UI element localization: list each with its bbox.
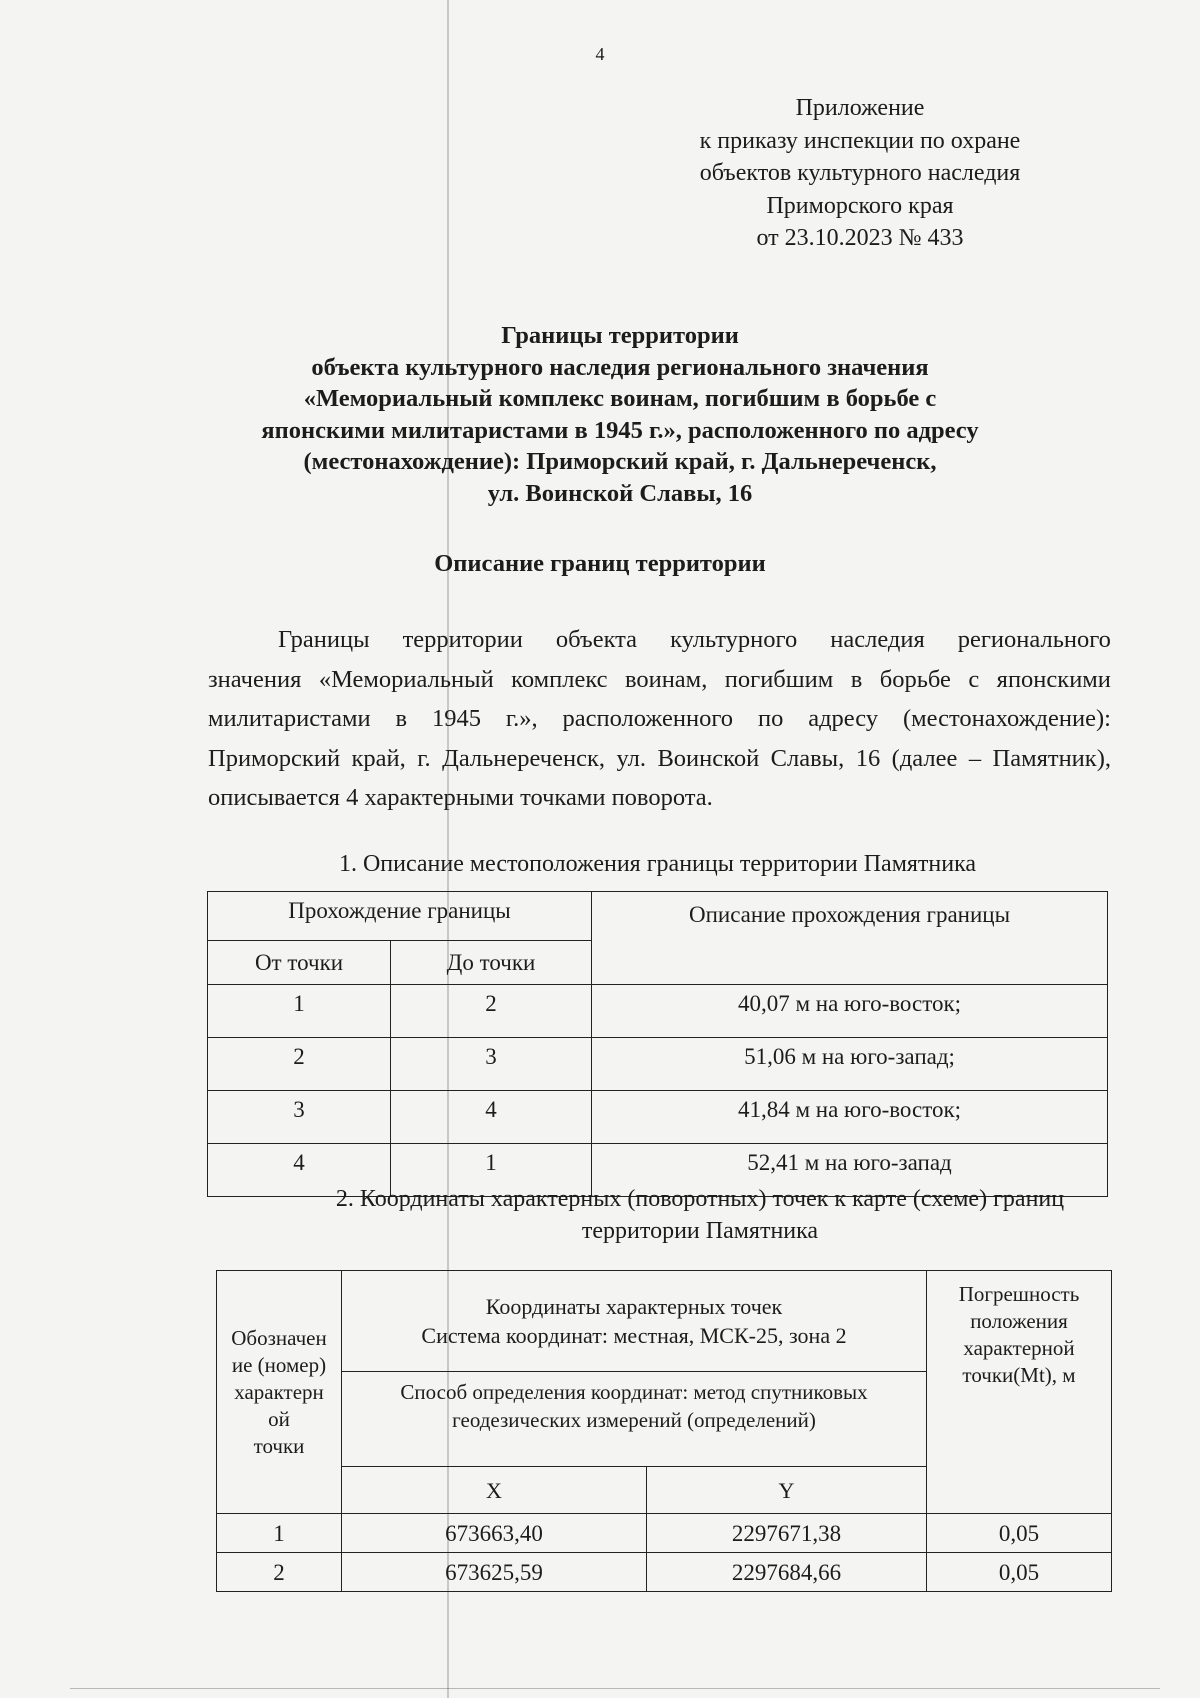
scan-bottom-edge bbox=[70, 1688, 1160, 1689]
paragraph-word: борьбе bbox=[879, 665, 951, 693]
paragraph-word: Воинской bbox=[657, 744, 760, 772]
cell-error: 0,05 bbox=[927, 1553, 1112, 1592]
appendix-line: объектов культурного наследия bbox=[699, 160, 1021, 186]
paragraph-word: объекта bbox=[555, 626, 638, 653]
table-row bbox=[208, 1091, 1108, 1144]
header-coordinates: Координаты характерных точек Система координат: местная, МСК-25, зона 2 bbox=[342, 1271, 927, 1372]
cell-description: 52,41 м на юго-запад bbox=[592, 1144, 1108, 1197]
header-designation: Обозначен ие (номер) характерн ой точки bbox=[217, 1271, 342, 1514]
paragraph-line bbox=[208, 660, 1111, 700]
cell-to: 3 bbox=[391, 1038, 592, 1091]
coordinates-table bbox=[216, 1270, 1112, 1592]
header-x: X bbox=[342, 1467, 647, 1514]
heading-line: 2. Координаты характерных (поворотных) точек к карте (схеме) границ bbox=[335, 1186, 1065, 1212]
paragraph-word: (далее bbox=[891, 744, 958, 772]
paragraph-word: ул. bbox=[616, 744, 647, 772]
cell-to: 4 bbox=[391, 1091, 592, 1144]
cell-to: 2 bbox=[391, 985, 592, 1038]
table-row bbox=[208, 985, 1108, 1038]
description-paragraph bbox=[208, 620, 1111, 818]
paragraph-word: Границы bbox=[278, 626, 370, 653]
paragraph-word: Приморский bbox=[208, 744, 341, 772]
section1-heading: 1. Описание местоположения границы территории Памятника bbox=[338, 851, 977, 877]
paragraph-word: территории bbox=[402, 626, 523, 653]
paragraph-word: адресу bbox=[808, 705, 879, 732]
cell-from: 4 bbox=[208, 1144, 391, 1197]
appendix-line: Приморского края bbox=[766, 192, 954, 219]
paragraph-word: (местонахождение): bbox=[903, 705, 1111, 732]
cell-from: 2 bbox=[208, 1038, 391, 1091]
paragraph-word: значения bbox=[208, 665, 302, 693]
header-from: От точки bbox=[208, 941, 391, 985]
cell-description: 41,84 м на юго-восток; bbox=[592, 1091, 1108, 1144]
section2-heading bbox=[285, 1183, 1115, 1247]
header-y: Y bbox=[647, 1467, 927, 1514]
paragraph-word: Славы, bbox=[770, 744, 845, 772]
heading-line: территории Памятника bbox=[581, 1218, 819, 1244]
paragraph-word: японскими bbox=[996, 665, 1111, 693]
cell-to: 1 bbox=[391, 1144, 592, 1197]
cell-point: 2 bbox=[217, 1553, 342, 1592]
paragraph-word: г. bbox=[417, 744, 431, 772]
paragraph-word: с bbox=[968, 665, 980, 693]
cell-from: 1 bbox=[208, 985, 391, 1038]
cell-description: 51,06 м на юго-запад; bbox=[592, 1038, 1108, 1091]
cell-x: 673663,40 bbox=[342, 1514, 647, 1553]
paragraph-word: 1945 bbox=[431, 705, 481, 732]
paragraph-word: в bbox=[395, 705, 408, 732]
table-row bbox=[208, 1038, 1108, 1091]
page-number: 4 bbox=[595, 44, 605, 64]
document-title bbox=[160, 320, 1080, 509]
paragraph-line bbox=[208, 699, 1111, 739]
appendix-line: Приложение bbox=[795, 95, 925, 121]
cell-y: 2297671,38 bbox=[647, 1514, 927, 1553]
paragraph-word: воинам, bbox=[624, 665, 708, 693]
paragraph-line bbox=[208, 620, 1111, 660]
boundary-description-table bbox=[207, 891, 1108, 1197]
title-line: Границы территории bbox=[501, 322, 739, 349]
cell-error: 0,05 bbox=[927, 1514, 1112, 1553]
cell-from: 3 bbox=[208, 1091, 391, 1144]
paragraph-word: Дальнереченск, bbox=[442, 744, 606, 772]
paragraph-word: расположенного bbox=[562, 705, 734, 732]
title-line: (местонахождение): Приморский край, г. Дальнереченск, bbox=[303, 448, 937, 475]
paragraph-word: культурного bbox=[670, 626, 798, 653]
title-line: японскими милитаристами в 1945 г.», расположенного по адресу bbox=[261, 416, 979, 444]
header-to: До точки bbox=[391, 941, 592, 985]
title-line: «Мемориальный комплекс воинам, погибшим в борьбе с bbox=[303, 385, 937, 412]
appendix-line: от 23.10.2023 № 433 bbox=[756, 225, 964, 251]
cell-y: 2297684,66 bbox=[647, 1553, 927, 1592]
appendix-block bbox=[660, 92, 1060, 255]
table-row bbox=[217, 1553, 1112, 1592]
appendix-line: к приказу инспекции по охране bbox=[699, 127, 1021, 154]
paragraph-word: погибшим bbox=[724, 665, 834, 693]
paragraph-word: – bbox=[968, 744, 982, 772]
paragraph-word: регионального bbox=[957, 626, 1111, 653]
cell-description: 40,07 м на юго-восток; bbox=[592, 985, 1108, 1038]
paragraph-word: комплекс bbox=[511, 665, 608, 693]
paragraph-line: описывается 4 характерными точками поворота. bbox=[208, 784, 713, 811]
paragraph-word: милитаристами bbox=[208, 705, 371, 732]
paragraph-word: наследия bbox=[830, 626, 925, 653]
paragraph-word: край, bbox=[351, 744, 406, 772]
header-method: Способ определения координат: метод спутниковых геодезических измерений (определений) bbox=[342, 1372, 927, 1467]
paragraph-word: по bbox=[757, 705, 784, 732]
paragraph-word: г.», bbox=[505, 705, 538, 732]
paragraph-word: Памятник), bbox=[992, 744, 1111, 772]
table-row bbox=[217, 1514, 1112, 1553]
cell-point: 1 bbox=[217, 1514, 342, 1553]
cell-x: 673625,59 bbox=[342, 1553, 647, 1592]
title-line: ул. Воинской Славы, 16 bbox=[487, 479, 753, 507]
header-description: Описание прохождения границы bbox=[592, 892, 1108, 985]
paragraph-word: «Мемориальный bbox=[318, 665, 494, 693]
title-line: объекта культурного наследия регионального значения bbox=[311, 353, 929, 381]
header-passage: Прохождение границы bbox=[208, 892, 592, 941]
section-subtitle: Описание границ территории bbox=[434, 550, 766, 577]
paragraph-word: в bbox=[850, 665, 863, 693]
header-error: Погрешность положения характерной точки(Mt), м bbox=[927, 1271, 1112, 1514]
paragraph-line bbox=[208, 739, 1111, 779]
paragraph-word: 16 bbox=[855, 744, 881, 772]
